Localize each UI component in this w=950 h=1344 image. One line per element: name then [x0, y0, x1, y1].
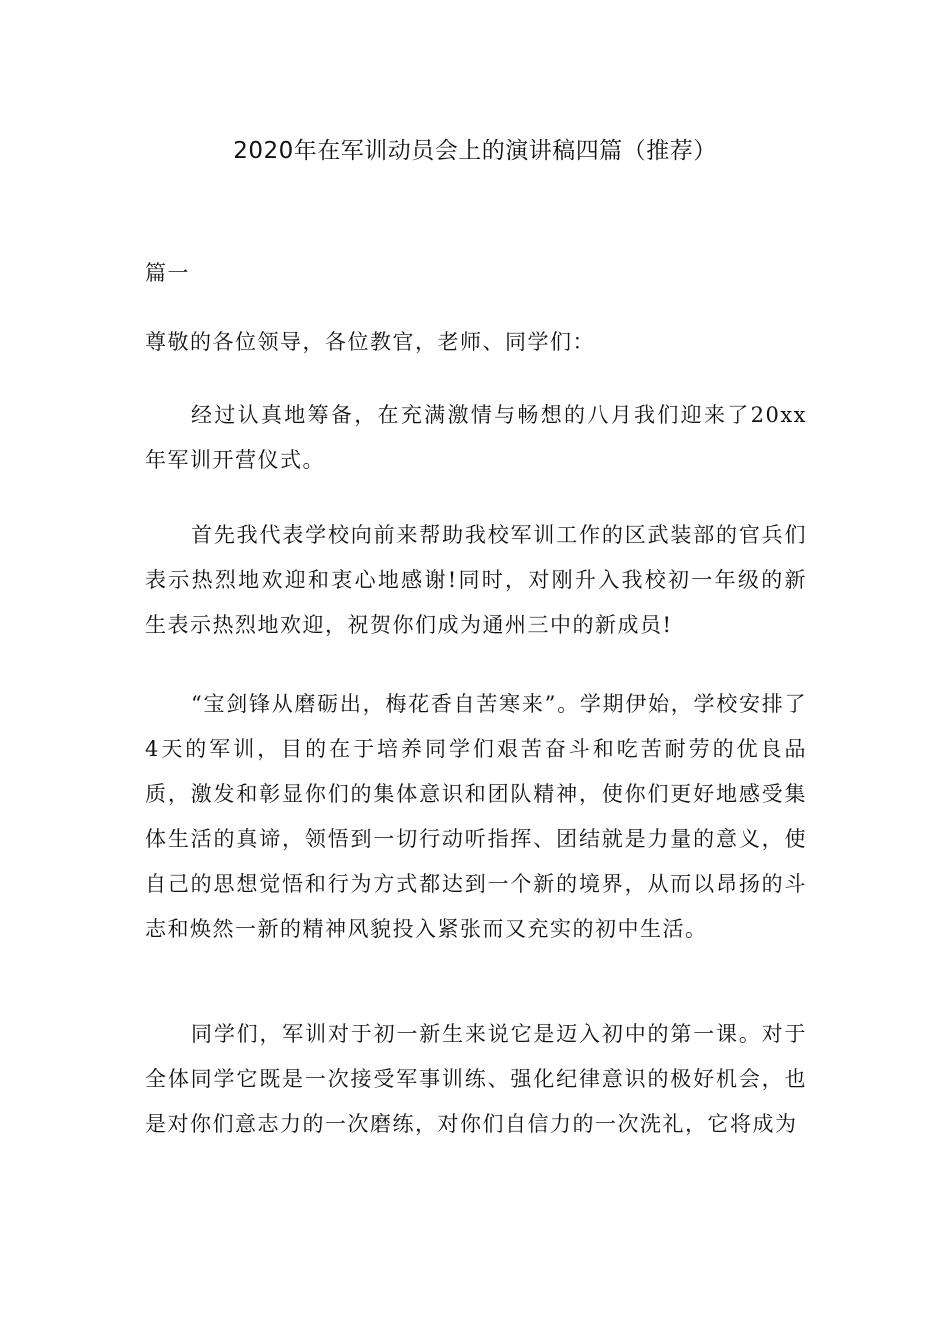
- salutation: 尊敬的各位领导，各位教官，老师、同学们：: [145, 330, 595, 354]
- section-heading: 篇一: [145, 261, 190, 285]
- paragraph-2: 首先我代表学校向前来帮助我校军训工作的区武装部的官兵们表示热烈地欢迎和衷心地感谢!同时，对刚升入我校初一年级的新生表示热烈地欢迎，祝贺你们成为通州三中的新成员!: [145, 523, 807, 637]
- document-title: 2020年在军训动员会上的演讲稿四篇（推荐）: [233, 138, 717, 164]
- paragraph-1: 经过认真地筹备，在充满激情与畅想的八月我们迎来了20xx年军训开营仪式。: [145, 403, 807, 472]
- paragraph-4: 同学们，军训对于初一新生来说它是迈入初中的第一课。对于全体同学它既是一次接受军事训练、强化纪律意识的极好机会，也是对你们意志力的一次磨练，对你们自信力的一次洗礼，它将成为: [145, 1022, 807, 1136]
- paragraph-3: “宝剑锋从磨砺出，梅花香自苦寒来”。学期伊始，学校安排了4天的军训，目的在于培养同学们艰苦奋斗和吃苦耐劳的优良品质，激发和彰显你们的集体意识和团队精神，使你们更好地感受集体生活的真谛，领悟到一切行动听指挥、团结就是力量的意义，使自己的思想觉悟和行为方式都达到一个新的境界，从而以昂扬的斗志和焕然一新的精神风貌投入紧张而又充实的初中生活。: [145, 692, 807, 941]
